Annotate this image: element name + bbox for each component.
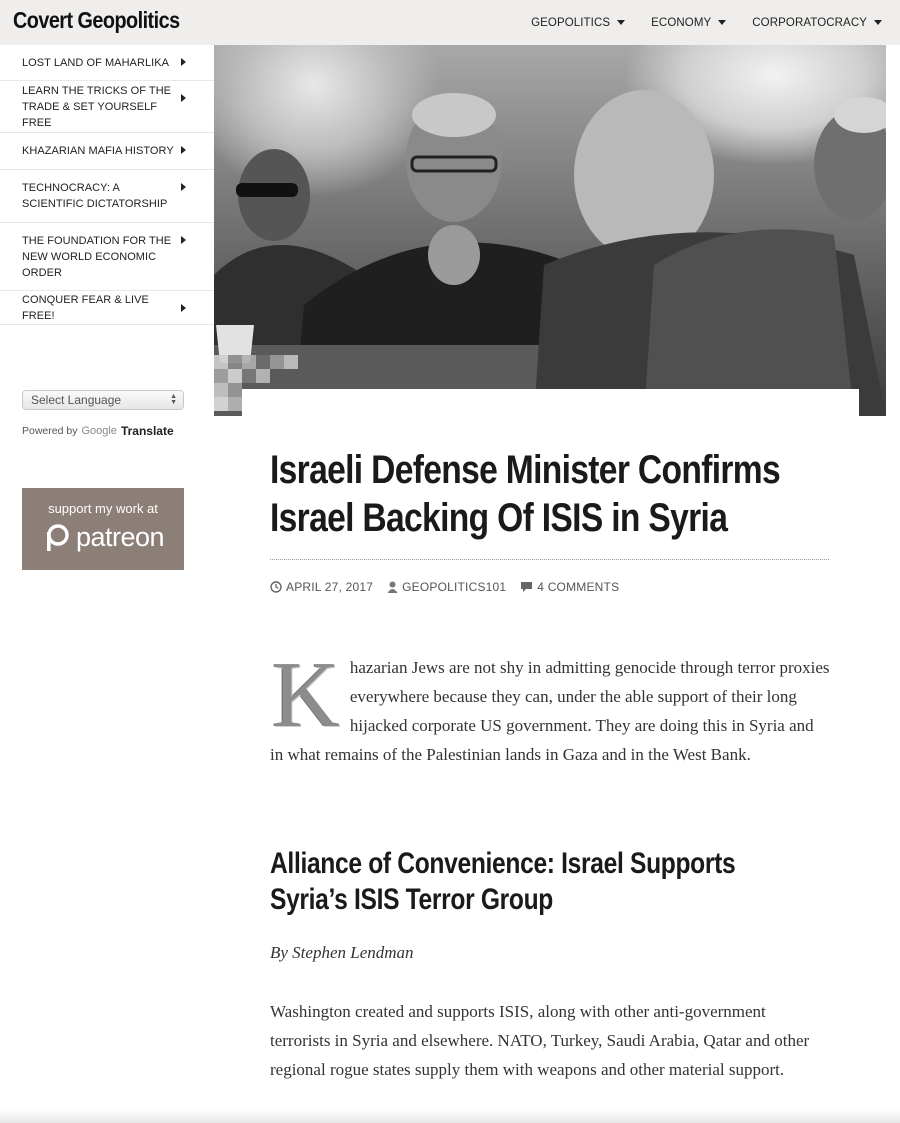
caret-right-icon <box>181 94 186 102</box>
byline: By Stephen Lendman <box>270 943 414 962</box>
sidebar-item-label: LEARN THE TRICKS OF THE TRADE & SET YOURSELF FREE <box>22 84 172 129</box>
caret-right-icon <box>181 236 186 244</box>
sidebar-menu <box>0 45 214 325</box>
post-comments[interactable] <box>520 580 619 594</box>
top-navigation-bar <box>0 0 900 45</box>
article <box>270 446 830 1079</box>
patreon-tagline: support my work at <box>48 501 158 516</box>
caret-right-icon <box>181 58 186 66</box>
bottom-shadow <box>0 1110 900 1123</box>
intro-text: hazarian Jews are not shy in admitting genocide through terror proxies everywhere because they can, under the able support of their long hijacked corporate US government. They are doing this in Syria and in what remains of the Palestinian lands in Gaza and in the West Bank. <box>270 658 830 764</box>
caret-right-icon <box>181 183 186 191</box>
language-select[interactable] <box>22 390 184 410</box>
comment-icon <box>520 581 533 593</box>
post-author[interactable] <box>387 580 506 594</box>
sidebar-item-label: THE FOUNDATION FOR THE NEW WORLD ECONOMIC ORDER <box>22 234 172 279</box>
featured-image <box>214 45 886 416</box>
post-comments-text: 4 COMMENTS <box>537 580 620 594</box>
sidebar-item-label: KHAZARIAN MAFIA HISTORY <box>22 145 174 157</box>
sidebar-item-label: CONQUER FEAR & LIVE FREE! <box>22 293 149 322</box>
sidebar-item-conquer-fear[interactable] <box>0 291 214 325</box>
body-paragraph: Washington created and supports ISIS, along with other anti-government terrorists in Syria and elsewhere. NATO, Turkey, Saudi Arabia, Qatar and other regional rogue states supply them with weapons and other material support. <box>270 1002 810 1079</box>
translate-link[interactable]: Translate <box>120 424 174 438</box>
top-menu <box>505 0 882 45</box>
post-title: Israeli Defense Minister Confirms Israel Backing Of ISIS in Syria <box>270 448 780 540</box>
caret-down-icon <box>874 20 882 25</box>
nav-geopolitics-label: GEOPOLITICS <box>531 16 611 29</box>
patreon-wordmark: patreon <box>76 522 165 552</box>
sidebar-item-label: TECHNOCRACY: A SCIENTIFIC DICTATORSHIP <box>22 182 168 210</box>
powered-by-label: Powered by <box>22 425 78 437</box>
caret-down-icon <box>718 20 726 25</box>
sidebar-item-foundation[interactable] <box>0 223 214 291</box>
post-author-text: GEOPOLITICS101 <box>402 580 507 594</box>
site-title[interactable]: Covert Geopolitics <box>13 7 180 33</box>
drop-cap: K <box>272 643 340 747</box>
select-arrows-icon: ▲ ▼ <box>170 393 177 406</box>
image-overlap-panel <box>242 389 859 416</box>
sidebar-item-maharlika[interactable] <box>0 45 214 81</box>
language-select-value: Select Language <box>31 393 122 407</box>
nav-geopolitics[interactable] <box>531 17 625 29</box>
patreon-logo <box>42 522 164 553</box>
intro-paragraph <box>270 643 830 769</box>
google-logo-text: Google <box>81 425 117 437</box>
sidebar-item-technocracy[interactable] <box>0 170 214 223</box>
caret-down-icon <box>617 20 625 25</box>
sidebar-item-label: LOST LAND OF MAHARLIKA <box>22 56 169 69</box>
clock-icon <box>270 581 282 593</box>
section-heading: Alliance of Convenience: Israel Supports Syria’s ISIS Terror Group <box>270 847 736 916</box>
sidebar-item-tricks-of-trade[interactable] <box>0 81 214 133</box>
caret-right-icon <box>181 146 186 154</box>
powered-by-google-translate <box>22 424 174 438</box>
nav-economy-label: ECONOMY <box>651 16 712 29</box>
nav-corporatocracy[interactable] <box>752 17 882 29</box>
nav-economy[interactable] <box>651 17 726 29</box>
patreon-button[interactable] <box>22 488 184 570</box>
user-icon <box>387 581 398 593</box>
caret-right-icon <box>181 304 186 312</box>
post-date[interactable] <box>270 580 373 594</box>
patreon-icon <box>42 523 70 553</box>
nav-corporatocracy-label: CORPORATOCRACY <box>752 16 867 29</box>
photo-figures <box>214 45 886 416</box>
title-divider <box>270 559 829 560</box>
sidebar-item-khazarian-mafia[interactable] <box>0 133 214 170</box>
post-date-text: APRIL 27, 2017 <box>286 580 374 594</box>
post-meta <box>270 580 633 594</box>
